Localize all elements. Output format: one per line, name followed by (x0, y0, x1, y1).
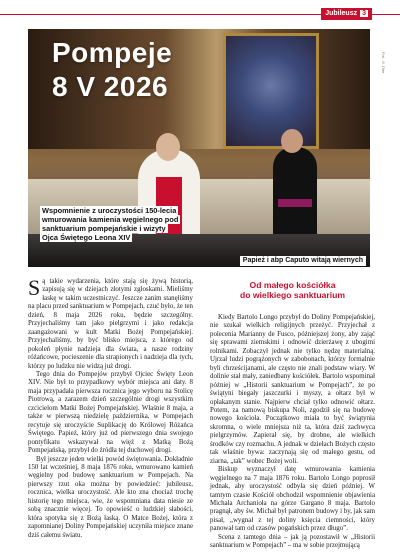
section-label: Jubileusz (325, 10, 358, 17)
article-paragraph: Scena z tamtego dnia – jak ją pozostawił w „Historii sanktuarium w Pompejach” – ma w sobie przejmującą (210, 533, 375, 550)
page-number: 3 (362, 10, 366, 17)
bishop-head (281, 129, 303, 153)
article-paragraph: Tego dnia do Pompejów przybył Ojciec Święty Leon XIV. Nie był to przypadkowy wybór miejsca ani daty. 8 maja przypadała pierwsza rocznica jego wyboru na Stolicę Piotrową, a zarazem dzień szczególnie drogi wszystkim czcicielom Matki Bożej Pompejańskiej. Właśnie 8 maja, a także w pierwszą niedzielę października, w Pompejach recytuje się uroczyście Suplikację do Królowej Różańca Świętego. Papież, który już od pierwszego dnia swojego pontyfikatu wskazywał na więź z Matką Bożą Pompejańską, przybył do źródła tej duchowej drogi. (28, 370, 193, 455)
article-paragraph: Kiedy Bartolo Longo przybył do Doliny Pompejańskiej, nie szukał wielkich religijnych przeżyć. Przyjechał z polecenia Marianny de Fusco, późniejszej żony, aby zająć się sprawami ziemskimi i odnowić dzierżawę z ubogimi rolnikami. Zobaczył jednak nie tylko nędzę materialną. Ujrzał ludzi pogrążonych w zabobonach, którzy formalnie byli chrześcijanami, ale często nie znali podstaw wiary. W dolinie stał mały, zaniedbany kościółek. Bartolo wspominał później w „Historii sanktuarium w Pompejach”, że po świątyni biegały jaszczurki i myszy, a ołtarz był w opłakanym stanie. Najpierw chciał tylko odnowić ołtarz. Potem, za namową biskupa Noli, zgodził się na budowę nowego kościoła. Początkowo miała to być świątynia skromna, o wiele mniejsza niż ta, która dziś zachwyca pielgrzymów. Zapierał się, by drobne, ale wielkich środków czy rozmachu. A jednak w dziełach Bożych często tak właśnie bywa: zaczynają się od małego gestu, od ziarna, „tak” wobec Bożej woli. (210, 314, 375, 465)
section-tag (321, 8, 372, 20)
hero-title-line1: Pompeje (52, 37, 173, 68)
article-paragraph: Biskup wyznaczył datę wmurowania kamienia węgielnego na 7 maja 1876 roku. Bartolo Longo poprosił jednak, aby uroczystość odbyła się dzień później. W tamtym czasie Kościół obchodził wspomnienie objawienia Michała Archanioła na górze Gargano 8 maja. Bartolo pragnął, aby św. Michał był patronem budowy i by, jak sam pisał, „wygnał z tej doliny księcia ciemności, który panował tam od czasów pogańskich przez długo”. (210, 466, 375, 533)
photo-credit: Fot. © Dire (381, 52, 386, 74)
hero-title-line2: 8 V 2026 (52, 71, 169, 102)
article-left-column (28, 275, 193, 540)
drop-cap: S (28, 275, 41, 300)
article-paragraph: ą takie wydarzenia, które stają się żywą historią, zapisują się w dziejach złotymi zgłoskami. Mieliśmy łaskę w takim uczestniczyć. Jeszcze zanim stanęliśmy na placu przed sanktuarium w Pompejach, czuć było, że ten dzień, 8 maja 2026 roku, będzie szczególny. Przyjechaliśmy tam jako pielgrzymi i jako redakcja zaangażowani w kult Matki Bożej Pompejańskiej. Przyjechaliśmy, by być blisko miejsca, z którego od pokoleń płynie nadzieja dla świata, a nasze rodziny różańcowe, pocieszenie dla strapionych i nadzieja dla tych, którzy po ludzku nie widzą już drogi. (28, 278, 193, 370)
photo-caption-right: Papież i abp Caputo witają wiernych (240, 256, 366, 266)
madonna-icon-painting (223, 33, 319, 149)
pope-head (156, 133, 180, 161)
section-heading-line2: do wielkiego sanktuarium (239, 290, 346, 300)
section-heading (210, 280, 375, 300)
photo-caption-left (40, 206, 180, 242)
section-heading-line1: Od małego kościółka (249, 280, 336, 290)
bishop-sash (278, 199, 312, 207)
article-right-column (210, 314, 375, 551)
article-paragraph: Był jeszcze jeden wielki powód świętowania. Dokładnie 150 lat wcześniej, 8 maja 1876 roku, wmurowano kamień węgielny pod budowę sanktuarium w Pompejach. Na pierwszy rzut oka można by powiedzieć: jubileusz, rocznica, wielka uroczystość. Ale kto zna chociaż trochę historię tego miejsca, wie, że wspomniana data niesie ze sobą znacznie więcej. To opowieść o ludzkiej słabości, która spotyka się z Bożą łaską. O Matce Bożej, która z zapomnianej Doliny Pompejańskiej uczyniła miejsce znane dziś całemu światu. (28, 455, 193, 539)
photo-caption-left-text: Wspomnienie z uroczystości 150-lecia wmurowania kamienia węgielnego pod sanktuarium pompejańskie i wizyty Ojca Świętego Leona XIV (42, 206, 179, 242)
